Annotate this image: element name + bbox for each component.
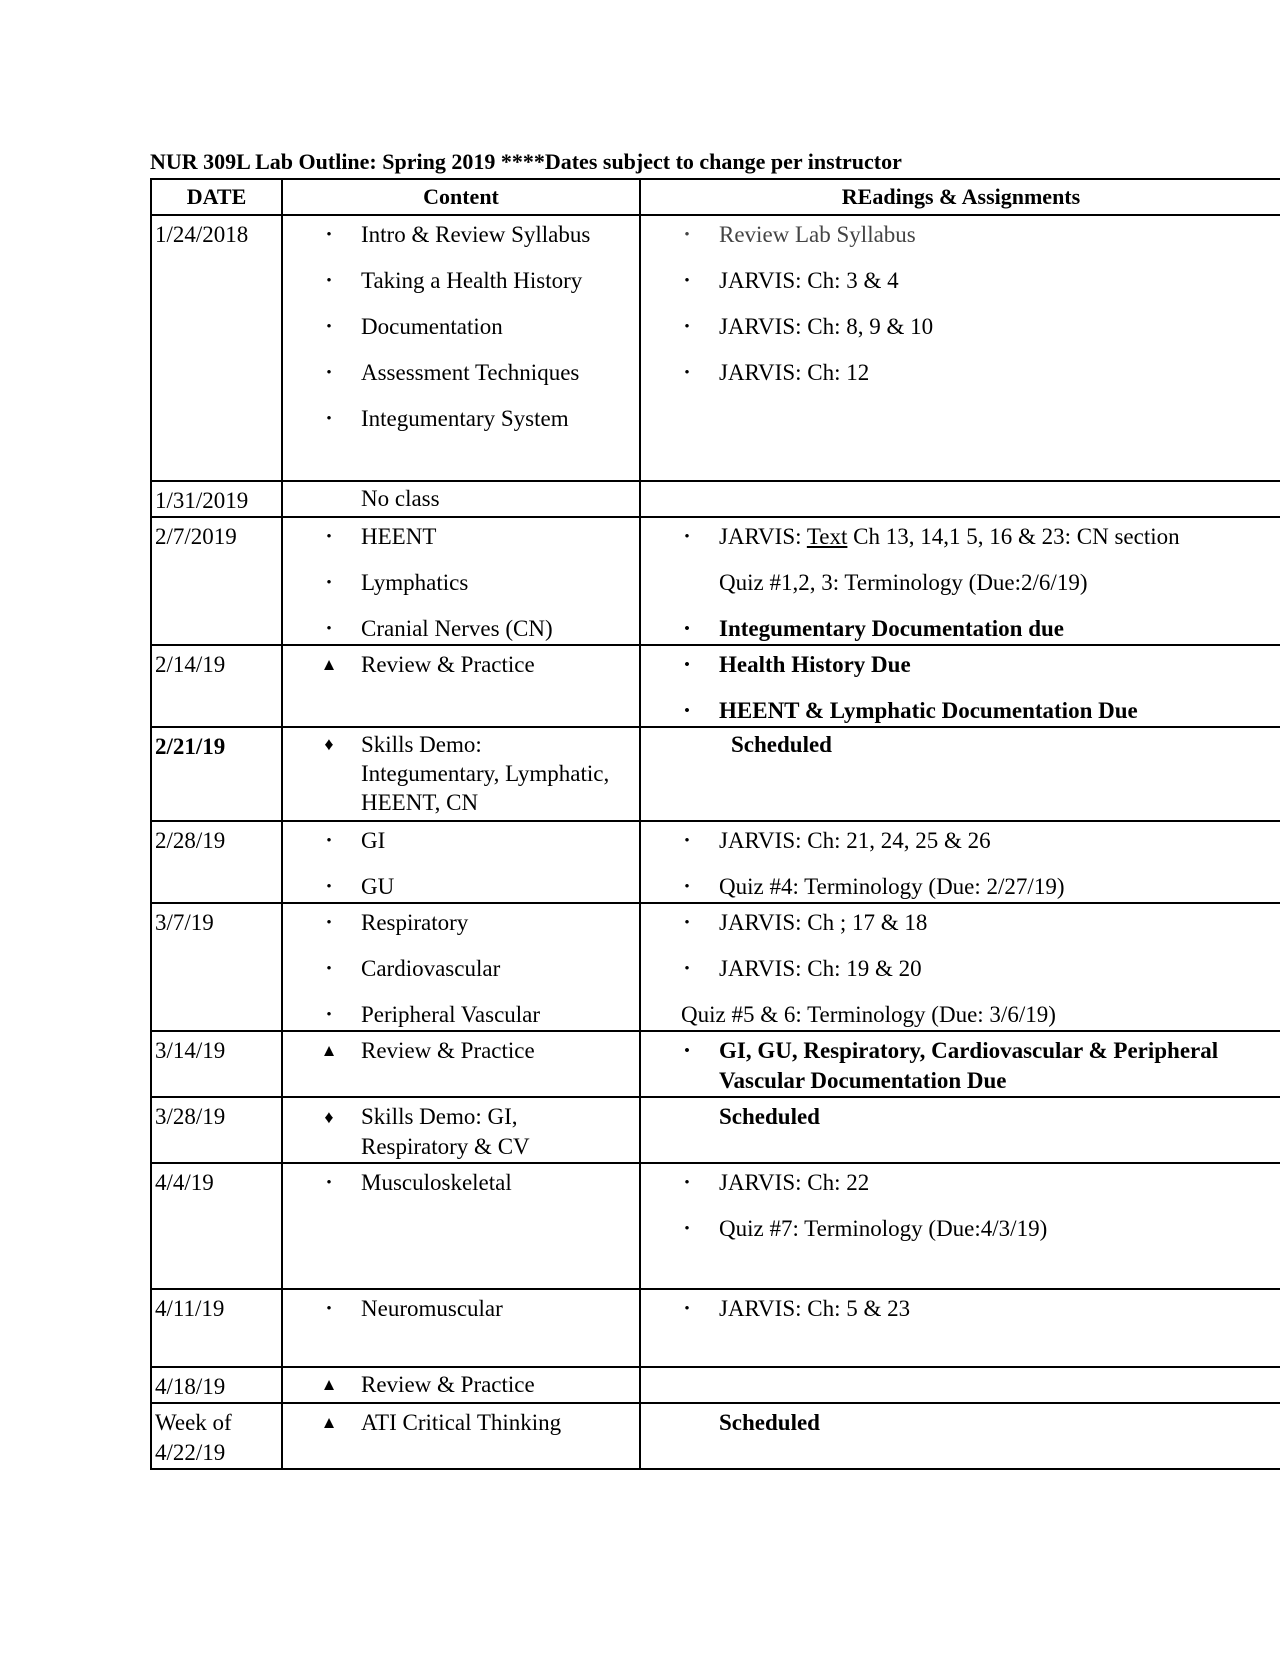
content-cell: • Intro & Review Syllabus • Taking a Health History • Documentation • Assessment Techniques • Integumentary System [282, 215, 640, 481]
bullet-icon: • [326, 915, 332, 931]
bullet-icon: • [326, 961, 332, 977]
bullet-icon: • [684, 915, 690, 931]
date-cell: 4/11/19 [151, 1289, 282, 1367]
table-row [151, 1289, 1280, 1367]
date-cell: 2/14/19 [151, 645, 282, 727]
bullet-icon: • [326, 621, 332, 637]
header-row [151, 179, 1280, 215]
table-row [151, 1367, 1280, 1403]
table-row [151, 1097, 1280, 1163]
date-cell: 1/24/2018 [151, 215, 282, 481]
bullet-icon: • [684, 1221, 690, 1237]
table-row [151, 645, 1280, 727]
readings-cell: • JARVIS: Ch ; 17 & 18 • JARVIS: Ch: 19 & 20 Quiz #5 & 6: Terminology (Due: 3/6/19) [640, 903, 1280, 1031]
readings-cell: • JARVIS: Ch: 21, 24, 25 & 26 • Quiz #4: Terminology (Due: 2/27/19) [640, 821, 1280, 903]
readings-cell: • JARVIS: Text Ch 13, 14,1 5, 16 & 23: CN section Quiz #1,2, 3: Terminology (Due:2/6/19) • Integumentary Documentation due [640, 517, 1280, 645]
bullet-icon: • [326, 1301, 332, 1317]
table-row [151, 1403, 1280, 1469]
bullet-icon: • [684, 961, 690, 977]
date-cell: 2/21/19 [151, 727, 282, 821]
bullet-icon: • [326, 227, 332, 243]
bullet-icon: • [326, 365, 332, 381]
readings-cell: • Health History Due • HEENT & Lymphatic Documentation Due [640, 645, 1280, 727]
bullet-icon: • [684, 879, 690, 895]
content-cell: ▲ Review & Practice [282, 1367, 640, 1403]
readings-cell: Scheduled [640, 1403, 1280, 1469]
bullet-icon: • [684, 1175, 690, 1191]
diamond-icon: ♦ [324, 1107, 334, 1127]
bullet-icon: • [684, 227, 690, 243]
date-cell: 1/31/2019 [151, 481, 282, 517]
bullet-icon: • [326, 529, 332, 545]
readings-cell: • GI, GU, Respiratory, Cardiovascular & Peripheral Vascular Documentation Due [640, 1031, 1280, 1097]
bullet-icon: • [326, 833, 332, 849]
bullet-icon: • [326, 575, 332, 591]
content-cell: • HEENT • Lymphatics • Cranial Nerves (CN) [282, 517, 640, 645]
bullet-icon: • [326, 879, 332, 895]
readings-cell: • JARVIS: Ch: 22 • Quiz #7: Terminology (Due:4/3/19) [640, 1163, 1280, 1289]
bullet-icon: • [684, 319, 690, 335]
content-cell: • Musculoskeletal [282, 1163, 640, 1289]
bullet-icon: • [684, 1043, 690, 1059]
content-cell: ♦ Skills Demo: Integumentary, Lymphatic, HEENT, CN [282, 727, 640, 821]
document-title: NUR 309L Lab Outline: Spring 2019 ****Dates subject to change per instructor [150, 149, 902, 174]
triangle-icon: ▲ [320, 1375, 338, 1394]
bullet-icon: • [326, 319, 332, 335]
content-cell: • Respiratory • Cardiovascular • Peripheral Vascular [282, 903, 640, 1031]
table-row [151, 821, 1280, 903]
date-cell: 2/28/19 [151, 821, 282, 903]
date-header: DATE [151, 179, 282, 215]
date-cell: 4/18/19 [151, 1367, 282, 1403]
content-cell: No class [282, 481, 640, 517]
table-row [151, 1163, 1280, 1289]
bullet-icon: • [684, 365, 690, 381]
bullet-icon: • [326, 1007, 332, 1023]
triangle-icon: ▲ [320, 1413, 338, 1432]
readings-cell [640, 1367, 1280, 1403]
content-cell: ▲ Review & Practice [282, 1031, 640, 1097]
readings-cell: • JARVIS: Ch: 5 & 23 [640, 1289, 1280, 1367]
bullet-icon: • [684, 1301, 690, 1317]
triangle-icon: ▲ [320, 655, 338, 674]
bullet-icon: • [684, 703, 690, 719]
content-cell: • Neuromuscular [282, 1289, 640, 1367]
table-row [151, 517, 1280, 645]
readings-cell [640, 481, 1280, 517]
content-cell: ▲ ATI Critical Thinking [282, 1403, 640, 1469]
date-cell: 3/28/19 [151, 1097, 282, 1163]
bullet-icon: • [326, 411, 332, 427]
content-cell: ♦ Skills Demo: GI, Respiratory & CV [282, 1097, 640, 1163]
triangle-icon: ▲ [320, 1041, 338, 1060]
date-cell: Week of 4/22/19 [151, 1403, 282, 1469]
bullet-icon: • [326, 1175, 332, 1191]
lab-outline-table [150, 178, 1280, 1470]
date-cell: 2/7/2019 [151, 517, 282, 645]
table-row [151, 481, 1280, 517]
content-cell: ▲ Review & Practice [282, 645, 640, 727]
table-row [151, 215, 1280, 481]
bullet-icon: • [684, 657, 690, 673]
readings-cell: • Review Lab Syllabus • JARVIS: Ch: 3 & 4 • JARVIS: Ch: 8, 9 & 10 • JARVIS: Ch: 12 [640, 215, 1280, 481]
date-cell: 3/7/19 [151, 903, 282, 1031]
date-cell: 4/4/19 [151, 1163, 282, 1289]
table-row [151, 1031, 1280, 1097]
readings-header: REadings & Assignments [640, 179, 1280, 215]
readings-cell: Scheduled [640, 727, 1280, 821]
content-header: Content [282, 179, 640, 215]
date-cell: 3/14/19 [151, 1031, 282, 1097]
table-row [151, 903, 1280, 1031]
bullet-icon: • [684, 529, 690, 545]
diamond-icon: ♦ [324, 734, 334, 754]
content-cell: • GI • GU [282, 821, 640, 903]
bullet-icon: • [684, 833, 690, 849]
readings-cell: Scheduled [640, 1097, 1280, 1163]
bullet-icon: • [326, 273, 332, 289]
table-row [151, 727, 1280, 821]
bullet-icon: • [684, 621, 690, 637]
bullet-icon: • [684, 273, 690, 289]
